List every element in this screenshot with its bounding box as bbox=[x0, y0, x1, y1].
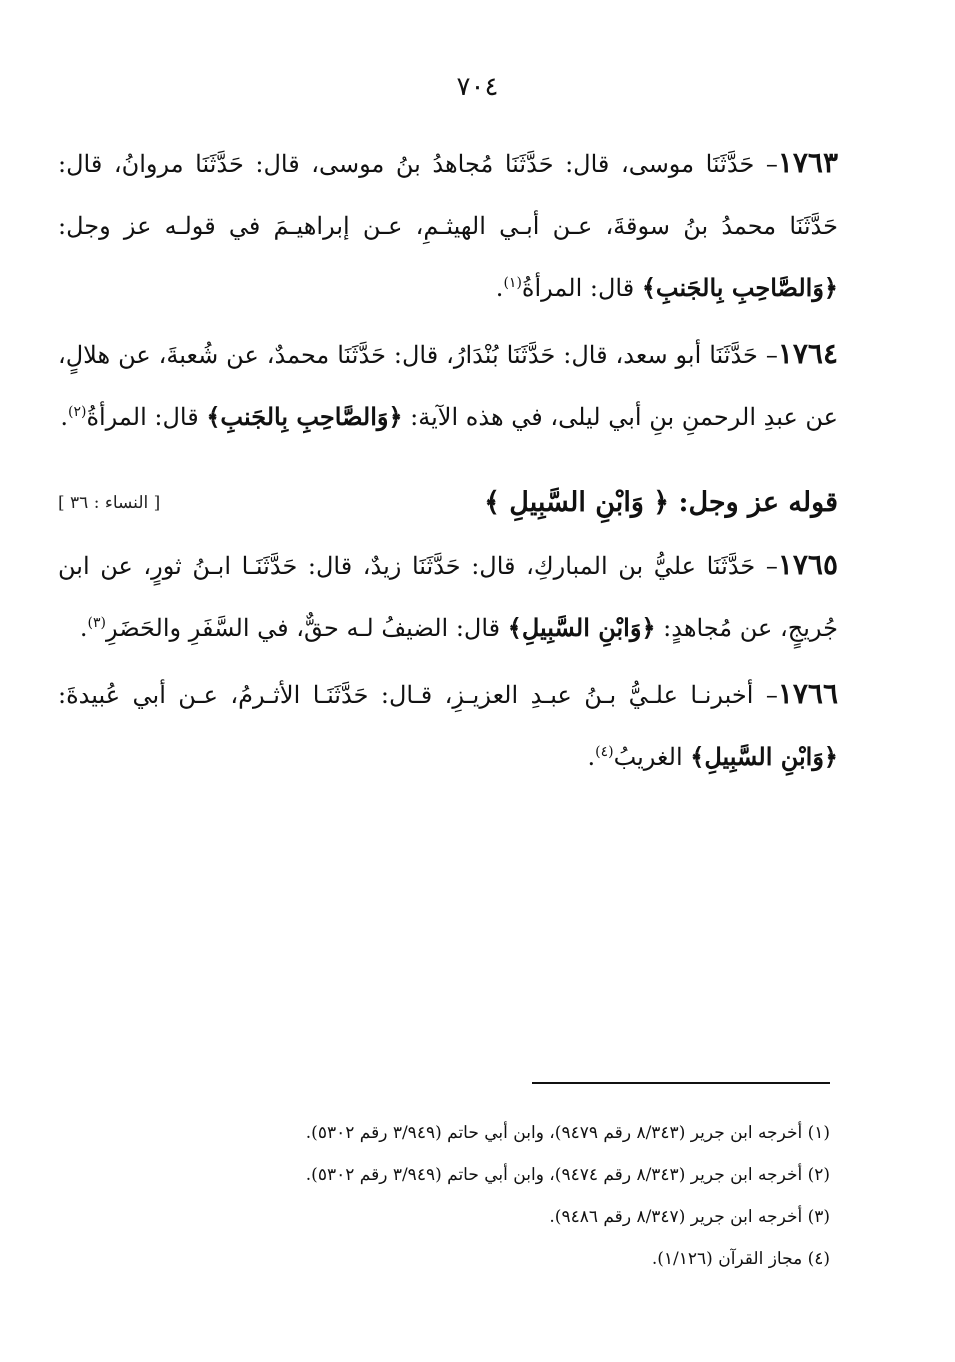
sentence-end: . bbox=[587, 743, 596, 771]
footnote-1: (١) أخرجه ابن جرير (٨/٣٤٣ رقم ٩٤٧٩)، وابن أبي حاتم (٣/٩٤٩ رقم ٥٣٠٢). bbox=[305, 1123, 830, 1143]
hadith-text: – أخبرنـا علـيُّ بـنُ عبـدِ العزيـزِ، قـال: حَدَّثَنَـا الأثـرمُ، عـن أبي عُبيدةَ: bbox=[58, 681, 778, 709]
hadith-text: – حَدَّثَنَا عليُّ بن المباركِ، قال: حَدَّثَنَا زيدٌ، قال: حَدَّثَنَـا ابـنُ ثورٍ، عن ابن جُريجٍ، عن مُجاهدٍ: bbox=[58, 552, 838, 642]
hadith-text: – حَدَّثَنَا أبو سعد، قال: حَدَّثَنَا بُنْدَارُ، قال: حَدَّثَنَا محمدٌ، عن شُعبةَ، عن هلالٍ، عن عبدِ الرحمنِ بنِ أبي ليلى، في هذه الآية: bbox=[58, 341, 838, 431]
hadith-paragraph-1763 bbox=[58, 132, 838, 319]
footnote-4: (٤) مجاز القرآن (١/١٢٦). bbox=[651, 1249, 830, 1269]
footnote-marker: (٢) bbox=[67, 404, 87, 420]
hadith-paragraph-1766 bbox=[58, 663, 838, 788]
hadith-number: ١٧٦٤ bbox=[777, 337, 838, 370]
hadith-paragraph-1764 bbox=[58, 323, 838, 448]
footnote-separator bbox=[532, 1082, 830, 1084]
section-heading-row bbox=[58, 472, 838, 534]
hadith-number: ١٧٦٥ bbox=[777, 548, 838, 581]
footnote-marker: (٣) bbox=[87, 615, 106, 631]
quran-quote: ﴿وَابْنِ السَّبِيلِ﴾ bbox=[690, 742, 838, 771]
hadith-text-tail: قال: الضيفُ لـه حقٌّ، في السَّفَرِ والحَضَرِ bbox=[106, 614, 508, 642]
hadith-text: – حَدَّثَنَا موسى، قال: حَدَّثَنَا مُجاهدُ بنُ موسى، قال: حَدَّثَنَا مروانُ، قال: حَدَّثَنَا محمدُ بنُ سوقةَ، عـن أبـي الهيثـمِ، عـن إبراهيـمَ في قولـه عز وجل: bbox=[58, 150, 838, 240]
surah-reference: [ النساء : ٣٦ ] bbox=[58, 493, 161, 513]
sentence-end: . bbox=[495, 274, 504, 302]
sentence-end: . bbox=[79, 614, 88, 642]
quran-quote: ﴿وَابْنِ السَّبِيلِ﴾ bbox=[507, 613, 656, 642]
hadith-text-tail: قال: المرأةُ bbox=[86, 403, 207, 431]
quran-quote: ﴿وَالصَّاحِبِ بِالجَنبِ﴾ bbox=[206, 402, 403, 431]
footnote-marker: (٤) bbox=[595, 744, 614, 760]
hadith-text-tail: قال: المرأةُ bbox=[521, 274, 642, 302]
footnote-2: (٢) أخرجه ابن جرير (٨/٣٤٣ رقم ٩٤٧٤)، وابن أبي حاتم (٣/٩٤٩ رقم ٥٣٠٢). bbox=[305, 1165, 830, 1185]
footnote-3: (٣) أخرجه ابن جرير (٨/٣٤٧ رقم ٩٤٨٦). bbox=[549, 1207, 830, 1227]
footnotes bbox=[118, 1112, 830, 1280]
sentence-end: . bbox=[60, 403, 68, 431]
page-number: ٧٠٤ bbox=[456, 72, 499, 102]
quran-quote: ﴿وَالصَّاحِبِ بِالجَنبِ﴾ bbox=[641, 273, 838, 302]
hadith-text-tail: الغريبُ bbox=[613, 743, 691, 771]
hadith-number: ١٧٦٣ bbox=[777, 146, 838, 179]
hadith-paragraph-1765 bbox=[58, 534, 838, 659]
section-heading: قوله عز وجل: ﴿ وَابْنِ السَّبِيلِ ﴾ bbox=[484, 487, 838, 518]
body-text bbox=[58, 132, 838, 792]
hadith-number: ١٧٦٦ bbox=[777, 677, 838, 710]
footnote-marker: (١) bbox=[503, 275, 522, 291]
